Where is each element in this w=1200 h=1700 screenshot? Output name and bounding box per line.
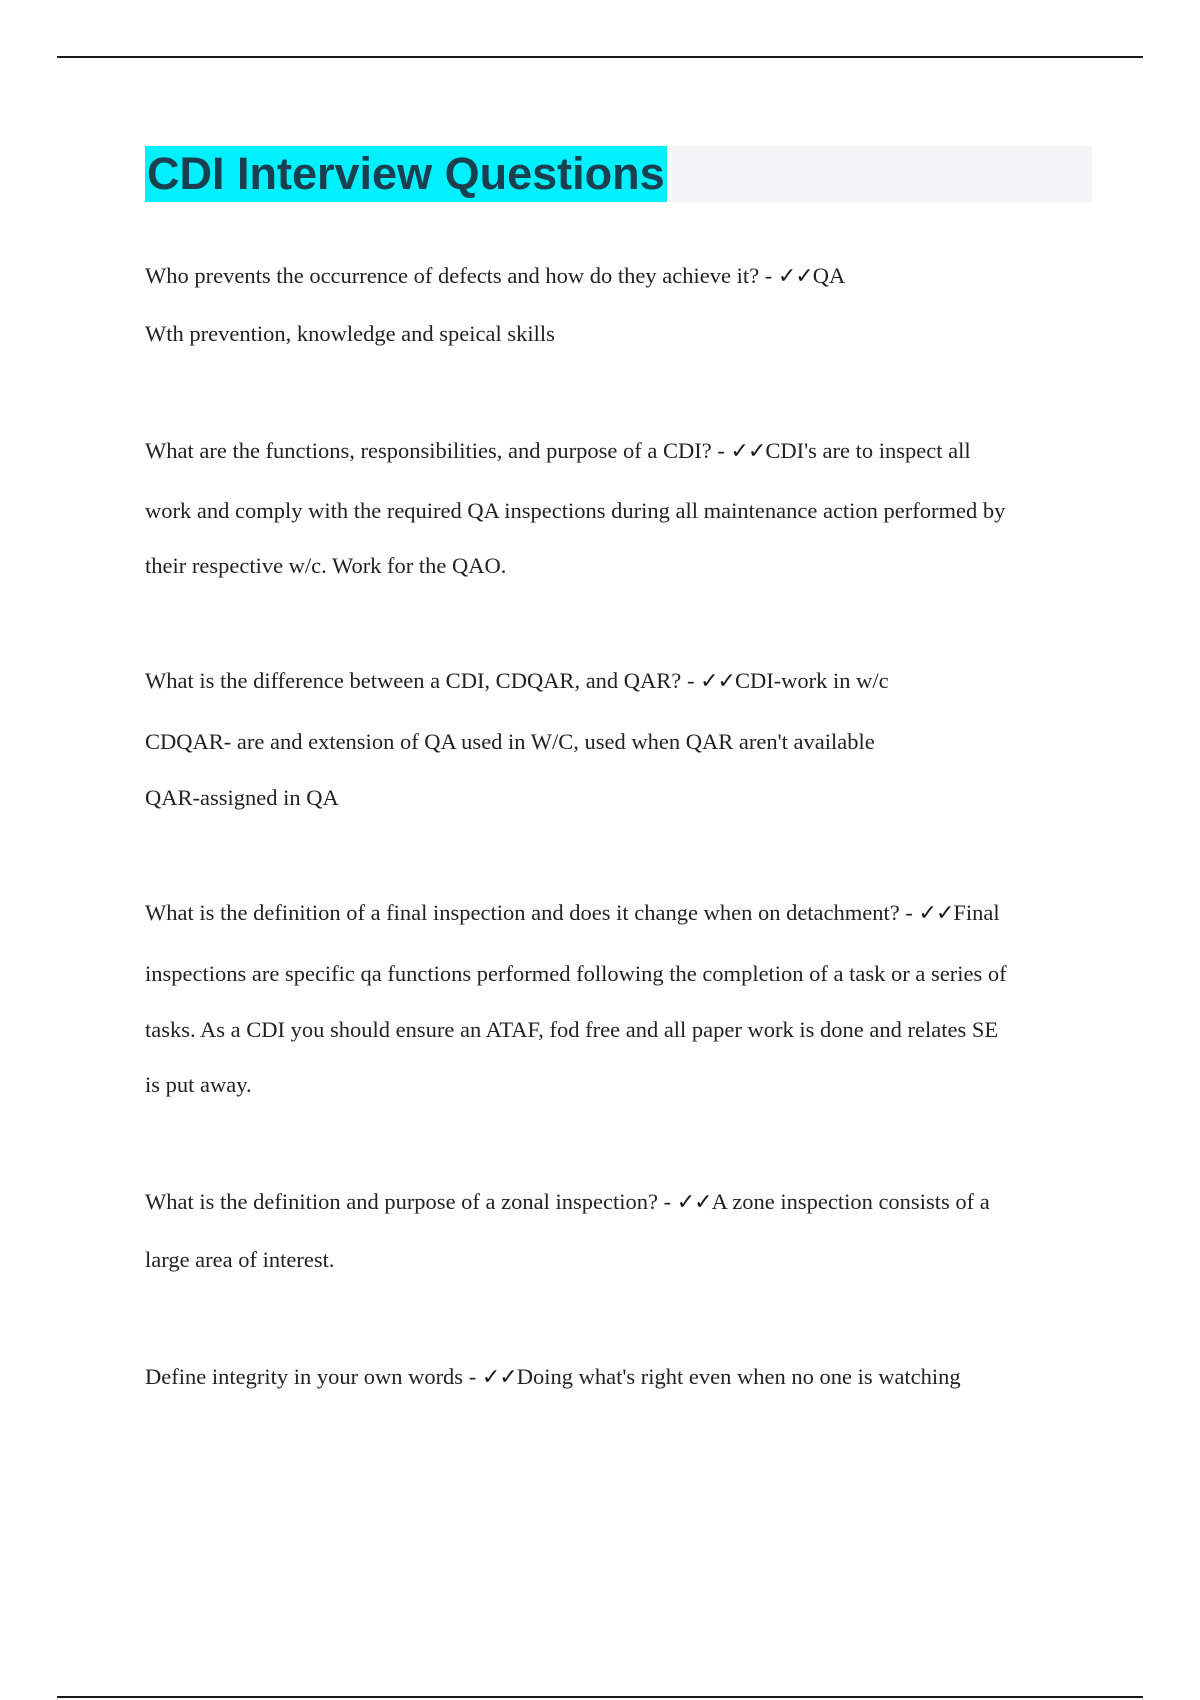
answer-line: Wth prevention, knowledge and speical skills [145,321,555,346]
answer-text: CDI-work in w/c [734,668,889,693]
question-text: What is the difference between a CDI, CDQAR, and QAR? [145,668,682,693]
answer-text: Doing what's right even when no one is watching [516,1364,961,1389]
qa-item-5-first-line: What is the definition and purpose of a zonal inspection? - ✓✓A zone inspection consists of a [145,1189,990,1215]
bottom-rule [57,1696,1143,1698]
double-check-icon: ✓✓ [777,264,813,289]
top-rule [57,56,1143,58]
double-check-icon: ✓✓ [676,1190,712,1215]
answer-text: QA [812,263,846,288]
answer-line: their respective w/c. Work for the QAO. [145,553,507,578]
page-title: CDI Interview Questions [145,146,667,202]
qa-item-6-first-line: Define integrity in your own words - ✓✓Doing what's right even when no one is watching [145,1364,961,1390]
question-text: Define integrity in your own words [145,1364,464,1389]
question-text: What is the definition of a final inspection and does it change when on detachment? [145,900,900,925]
answer-line: work and comply with the required QA inspections during all maintenance action performed by [145,498,1006,523]
double-check-icon: ✓✓ [700,669,735,694]
qa-item-3-first-line: What is the difference between a CDI, CDQAR, and QAR? - ✓✓CDI-work in w/c [145,668,889,694]
question-text: What are the functions, responsibilities, and purpose of a CDI? [145,438,712,463]
answer-line: CDQAR- are and extension of QA used in W/C, used when QAR aren't available [145,729,875,754]
qa-item-4-first-line: What is the definition of a final inspection and does it change when on detachment? - ✓✓Final [145,900,1000,926]
answer-line: large area of interest. [145,1247,335,1272]
answer-text: A zone inspection consists of a [711,1189,990,1214]
answer-line: is put away. [145,1072,252,1097]
answer-text: Final [953,900,1000,925]
double-check-icon: ✓✓ [730,439,766,464]
answer-line: tasks. As a CDI you should ensure an ATAF, fod free and all paper work is done and relates SE [145,1017,999,1042]
double-check-icon: ✓✓ [918,901,954,926]
qa-item-2-first-line: What are the functions, responsibilities, and purpose of a CDI? - ✓✓CDI's are to inspect all [145,438,971,464]
answer-line: QAR-assigned in QA [145,785,339,810]
double-check-icon: ✓✓ [481,1365,517,1390]
answer-text: CDI's are to inspect all [765,438,971,463]
question-text: What is the definition and purpose of a zonal inspection? [145,1189,658,1214]
answer-line: inspections are specific qa functions performed following the completion of a task or a series of [145,961,1007,986]
qa-item-1-first-line: Who prevents the occurrence of defects and how do they achieve it? - ✓✓QA [145,263,846,289]
question-text: Who prevents the occurrence of defects and how do they achieve it? [145,263,760,288]
